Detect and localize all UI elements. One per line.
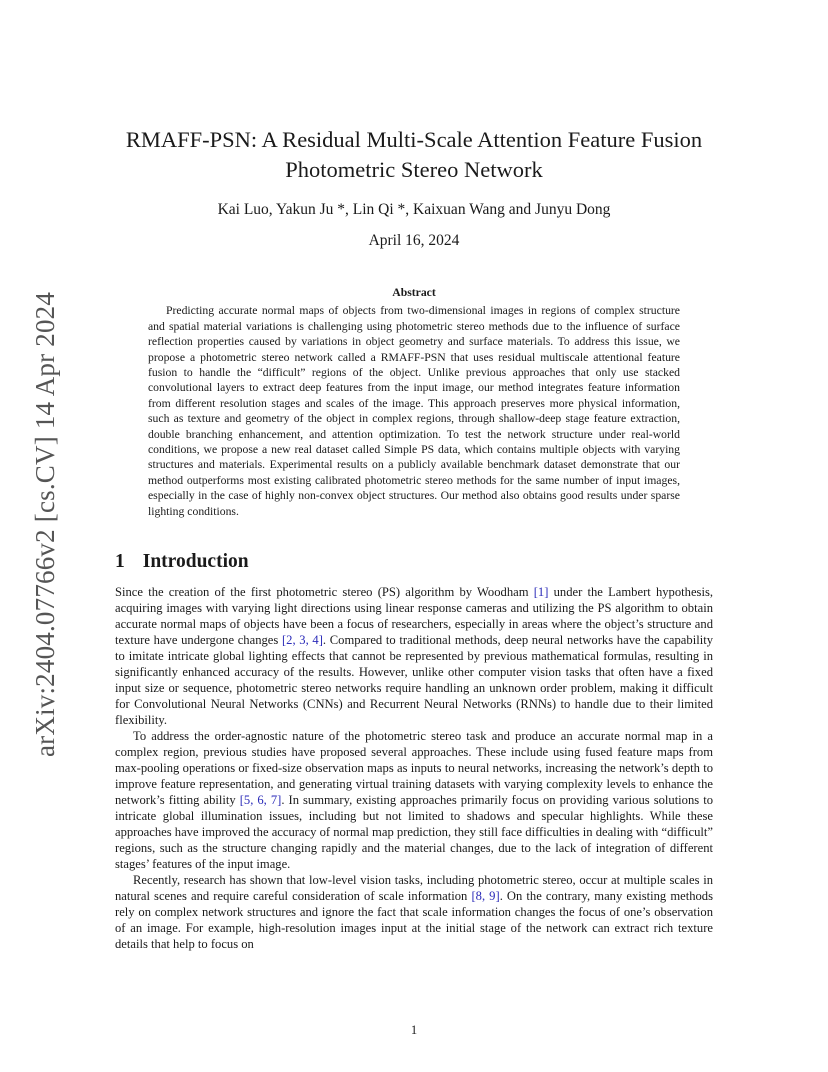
paragraph-text: . On the contrary, many existing methods rely on complex network structures and ignore the fact that scale information changes the focus of one’s observation of an image. For example, high-resolution images input at the initial stage of the network can extract rich texture details that help to focus on: [115, 889, 714, 951]
section-number: 1: [115, 551, 125, 572]
paragraph-3: [115, 872, 713, 952]
publication-date: April 16, 2024: [368, 232, 460, 249]
citation-link[interactable]: [1]: [533, 585, 549, 599]
citation-link[interactable]: [8, 9]: [471, 889, 500, 903]
citation-link[interactable]: [2, 3, 4]: [281, 633, 323, 647]
paragraph-text: . Compared to traditional methods, deep neural networks have the capability to imitate intricate global lighting effects that cannot be represented by previous mathematical formulas, resulting in significantly enhanced accuracy of the results. However, unlike other computer vision tasks that often have a fixed input size or sequence, photometric stereo networks require handling an unknown order problem, making it difficult for Convolutional Neural Networks (CNNs) and Recurrent Neural Networks (RNNs) to handle due to their limited flexibility.: [115, 633, 713, 727]
paragraph-text: To address the order-agnostic nature of the photometric stereo task and produce an accurate normal map in a complex region, previous studies have proposed several approaches. These include using fused feature maps from max-pooling operations or fixed-size observation maps as inputs to neural networks, increasing the network’s depth to improve feature representation, and generating virtual training datasets with varying complexity levels to enhance the network’s fitting ability: [115, 729, 713, 807]
paragraph-2: [115, 728, 713, 872]
author-list: Kai Luo, Yakun Ju *, Lin Qi *, Kaixuan Wang and Junyu Dong: [217, 201, 611, 218]
paragraph-text: Since the creation of the first photometric stereo (PS) algorithm by Woodham: [115, 585, 534, 599]
section-heading: [115, 551, 249, 573]
paragraph-text: . In summary, existing approaches primarily focus on providing various solutions to intricate global illumination issues, including but not limited to shadows and specular highlights. While these approaches have improved the accuracy of normal map prediction, they still face difficulties in dealing with “difficult” regions, such as the structure changing rapidly and the material changes, due to the lack of integration of different stages’ features of the input image.: [115, 793, 713, 871]
citation-link[interactable]: [5, 6, 7]: [239, 793, 282, 807]
section-title: Introduction: [142, 551, 249, 572]
paragraph-1: [115, 584, 713, 728]
paper-title: RMAFF-PSN: A Residual Multi-Scale Attention Feature Fusion Photometric Stereo Network: [125, 127, 703, 182]
paragraph-text: under the Lambert hypothesis, acquiring images with varying light directions using linear response cameras and utilizing the PS algorithm to obtain accurate normal maps of objects have been a focus of researchers, especially in areas where the object’s structure and texture have undergone changes: [115, 585, 713, 647]
introduction-body: [115, 584, 713, 952]
paragraph-text: Recently, research has shown that low-level vision tasks, including photometric stereo, occur at multiple scales in natural scenes and require careful consideration of scale information: [115, 873, 713, 903]
abstract-section: [148, 285, 680, 519]
abstract-heading: Abstract: [392, 286, 436, 299]
arxiv-identifier: arXiv:2404.07766v2 [cs.CV] 14 Apr 2024: [30, 291, 60, 757]
abstract-text: Predicting accurate normal maps of objects from two-dimensional images in regions of complex structure and spatial material variations is challenging using photometric stereo methods due to the influence of surface reflection properties caused by variations in object geometry and surface materials. To address this issue, we propose a photometric stereo network called a RMAFF-PSN that uses residual multiscale attentional feature fusion to handle the “difficult” regions of the object. Unlike previous approaches that only use stacked convolutional layers to extract deep features from the input image, our method integrates feature information from different resolution stages and scales of the image. This approach preserves more physical information, such as texture and geometry of the object in complex regions, through shallow-deep stage feature extraction, double branching enhancement, and attention optimization. To test the network structure under real-world conditions, we propose a new real dataset called Simple PS data, which contains multiple objects with varying structures and materials. Experimental results on a publicly available benchmark dataset demonstrate that our method outperforms most existing calibrated photometric stereo methods for the same number of input images, especially in the case of highly non-convex object structures. Our method also obtains good results under sparse lighting conditions.: [148, 304, 680, 518]
page-number: 1: [410, 1023, 418, 1037]
